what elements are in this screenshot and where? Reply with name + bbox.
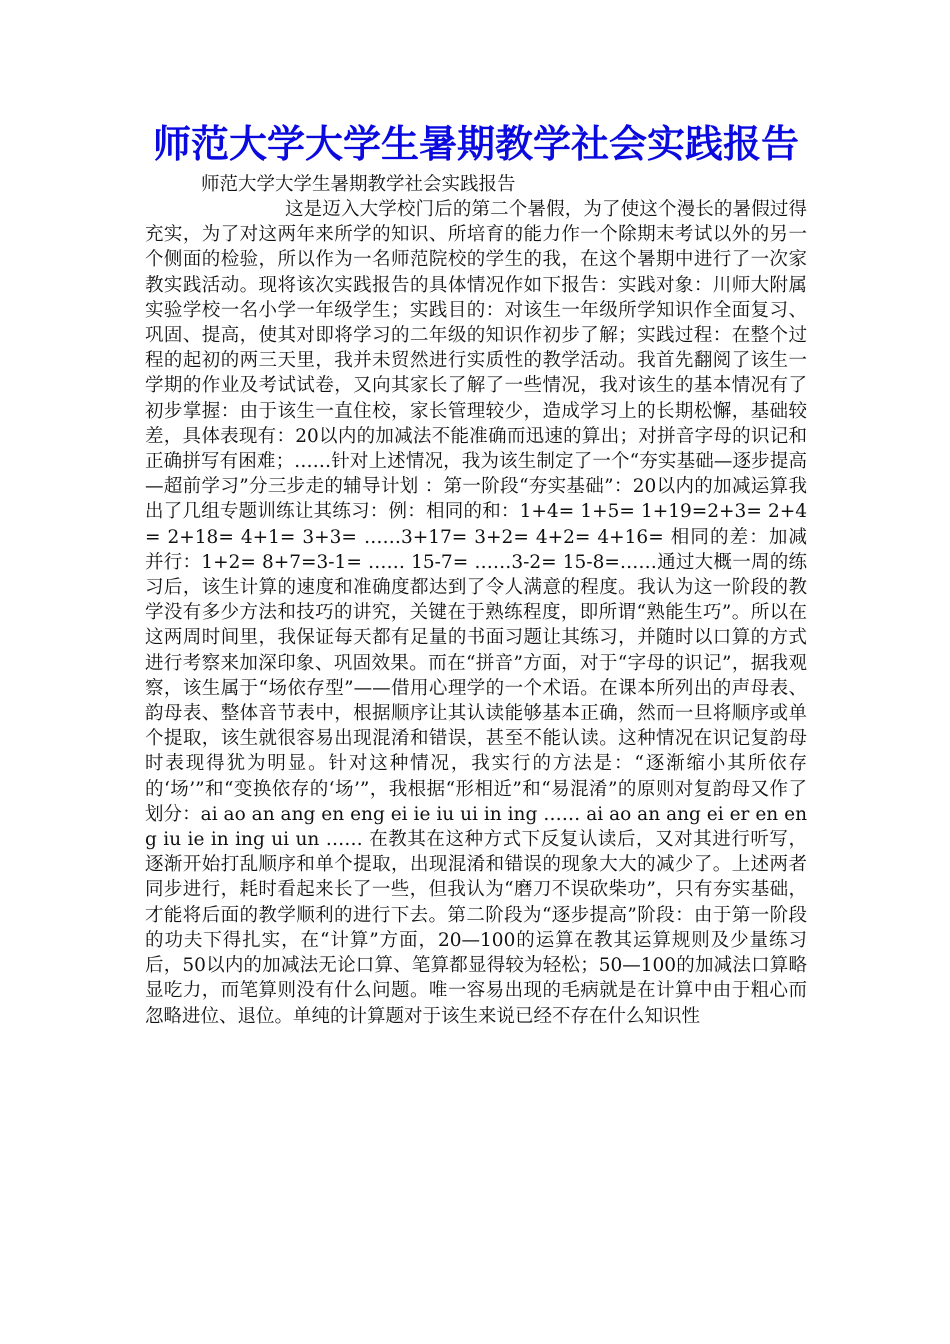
document-page	[145, 118, 807, 1029]
document-subtitle: 师范大学大学生暑期教学社会实践报告	[201, 174, 516, 195]
document-title: 师范大学大学生暑期教学社会实践报告	[152, 121, 799, 166]
document-body: 这是迈入大学校门后的第二个暑假，为了使这个漫长的暑假过得充实，为了对这两年来所学的知识、所培育的能力作一个除期末考试以外的另一个侧面的检验，所以作为一名师范院校的学生的我，在这个暑期中进行了一次家教实践活动。现将该次实践报告的具体情况作如下报告：实践对象：川师大附属实验学校一名小学一年级学生；实践目的：对该生一年级所学知识作全面复习、巩固、提高，使其对即将学习的二年级的知识作初步了解；实践过程：在整个过程的起初的两三天里，我并未贸然进行实质性的教学活动。我首先翻阅了该生一学期的作业及考试试卷，又向其家长了解了一些情况，我对该生的基本情况有了初步掌握：由于该生一直住校，家长管理较少，造成学习上的长期松懈，基础较差，具体表现有：20以内的加减法不能准确而迅速的算出；对拼音字母的识记和正确拼写有困难；……针对上述情况，我为该生制定了一个“夯实基础—逐步提高—超前学习”分三步走的辅导计划 ：第一阶段“夯实基础”：20以内的加减运算我出了几组专题训练让其练习：例：相同的和：1+4= 1+5= 1+19=2+3= 2+4= 2+18= 4+1= 3+3= ……3+17= 3+2= 4+2= 4+16= 相同的差：加减并行：1+2= 8+7=3-1= …… 15-7= ……3-2= 15-8=……通过大概一周的练习后，该生计算的速度和准确度都达到了令人满意的程度。我认为这一阶段的教学没有多少方法和技巧的讲究，关键在于熟练程度，即所谓“熟能生巧”。所以在这两周时间里，我保证每天都有足量的书面习题让其练习，并随时以口算的方式进行考察来加深印象、巩固效果。而在“拼音”方面，对于“字母的识记”，据我观察，该生属于“场依存型”——借用心理学的一个术语。在课本所列出的声母表、韵母表、整体音节表中，根据顺序让其认读能够基本正确，然而一旦将顺序或单个提取，该生就很容易出现混淆和错误，甚至不能认读。这种情况在识记复韵母时表现得犹为明显。针对这种情况，我实行的方法是：“逐渐缩小其所依存的‘场’”和“变换依存的‘场’”，我根据“形相近”和“易混淆”的原则对复韵母又作了划分：ai ao an ang en eng ei ie iu ui in ing …… ai ao an ang ei er en eng iu ie in ing ui un …… 在教其在这种方式下反复认读后，又对其进行听写，逐渐开始打乱顺序和单个提取，出现混淆和错误的现象大大的减少了。上述两者同步进行，耗时看起来长了一些，但我认为“磨刀不误砍柴功”，只有夯实基础，才能将后面的教学顺利的进行下去。第二阶段为“逐步提高”阶段：由于第一阶段的功夫下得扎实，在“计算”方面，20—100的运算在教其运算规则及少量练习后，50以内的加减法无论口算、笔算都显得较为轻松；50—100的加减法口算略显吃力，而笔算则没有什么问题。唯一容易出现的毛病就是在计算中由于粗心而忽略进位、退位。单纯的计算题对于该生来说已经不存在什么知识性	[145, 199, 807, 1027]
